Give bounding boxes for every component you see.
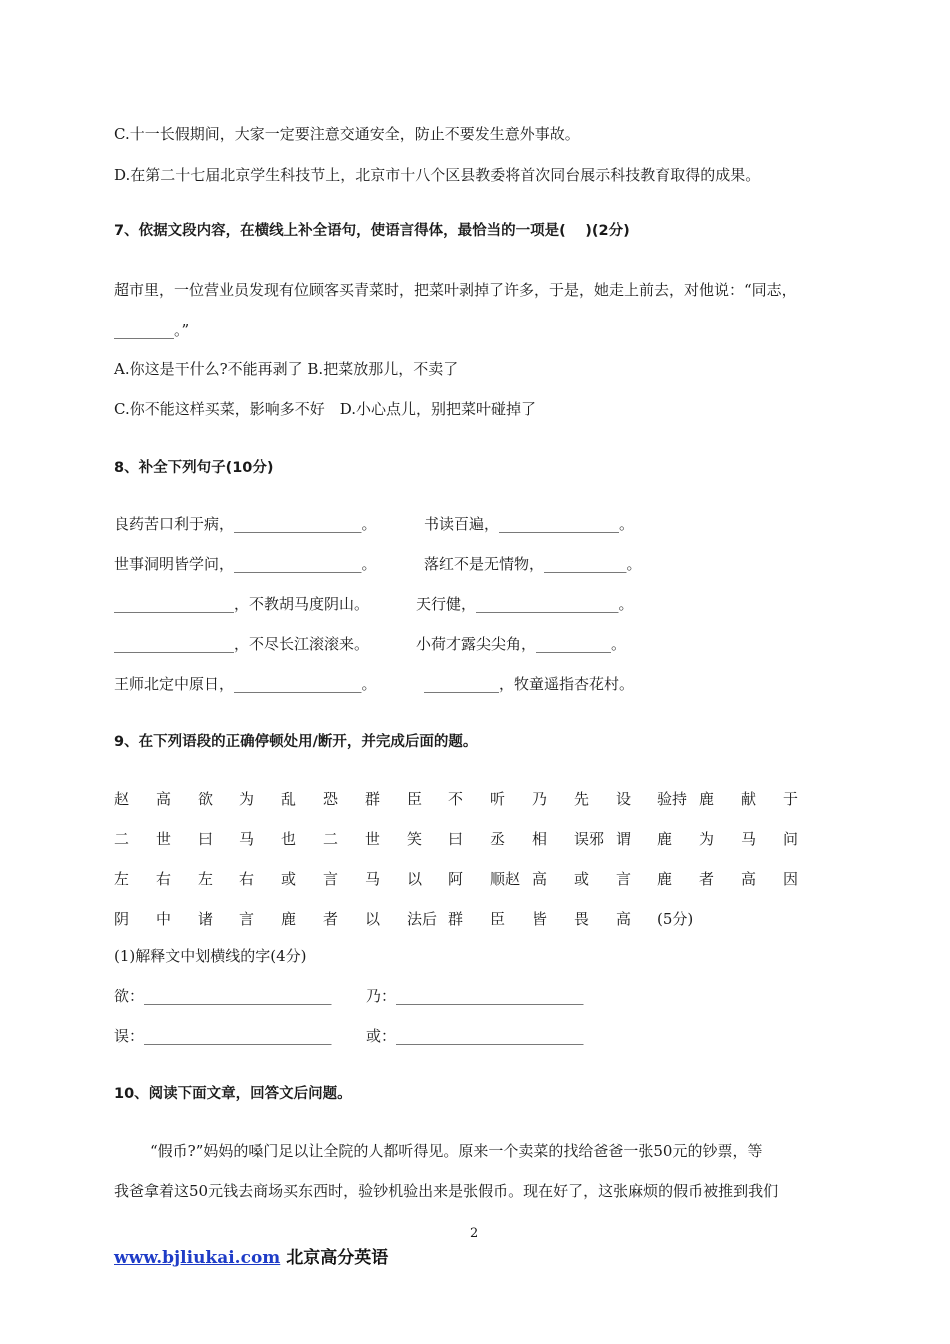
grid-char: 为: [239, 790, 255, 808]
grid-char: 二: [114, 830, 130, 848]
grid-char: 高: [741, 870, 757, 888]
grid-char: 阴: [114, 910, 130, 928]
grid-char: 或: [281, 870, 297, 888]
question-9-heading: 9、在下列语段的正确停顿处用/断开，并完成后面的题。: [114, 734, 478, 750]
grid-char: 为: [699, 830, 715, 848]
grid-char: 左: [114, 870, 130, 888]
passage-line-2: 我爸拿着这50元钱去商场买东西时，验钞机验出来是张假币。现在好了，这张麻烦的假币被推到我们: [114, 1182, 779, 1200]
grid-char: 鹿: [657, 870, 673, 888]
grid-char: 以: [365, 910, 381, 928]
footer-title: 北京高分英语: [286, 1248, 389, 1268]
grid-char: 臣: [407, 790, 423, 808]
grid-char: 马: [741, 830, 757, 848]
page-number: 2: [470, 1226, 479, 1241]
grid-char: 言: [616, 870, 632, 888]
grid-char: 听: [490, 790, 506, 808]
q8-left: 王师北定中原日，_________________。: [114, 675, 377, 693]
grid-char: 鹿: [281, 910, 297, 928]
q8-left: ________________，不尽长江滚滚来。: [114, 635, 370, 653]
grid-char: 畏: [574, 910, 590, 928]
grid-char: 因: [783, 870, 799, 888]
grid-char: 马: [365, 870, 381, 888]
passage-line-1: “假币?”妈妈的嗓门足以让全院的人都听得见。原来一个卖菜的找给爸爸一张50元的钞票，等: [150, 1142, 763, 1160]
grid-char: 也: [281, 830, 297, 848]
q8-left: 世事洞明皆学问，_________________。: [114, 555, 377, 573]
grid-char: 左: [198, 870, 214, 888]
grid-char: 法后: [407, 910, 438, 928]
grid-char: 诸: [198, 910, 214, 928]
grid-char: 高: [156, 790, 172, 808]
grid-char: 群: [448, 910, 464, 928]
question-7-text: 超市里，一位营业员发现有位顾客买青菜时，把菜叶剥掉了许多，于是，她走上前去，对他说：“同志，: [114, 281, 797, 299]
grid-char: 右: [239, 870, 255, 888]
question-8-heading: 8、补全下列句子(10分): [114, 460, 274, 476]
grid-char: 世: [365, 830, 381, 848]
question-7-options-ab: A.你这是干什么?不能再剥了 B.把菜放那儿，不卖了: [114, 360, 459, 378]
question-10-heading: 10、阅读下面文章，回答文后问题。: [114, 1086, 352, 1102]
grid-char: 臣: [490, 910, 506, 928]
grid-char: 曰: [198, 830, 214, 848]
option-c: C.十一长假期间，大家一定要注意交通安全，防止不要发生意外事故。: [114, 125, 580, 143]
grid-char: 阿: [448, 870, 464, 888]
grid-char: 谓: [616, 830, 632, 848]
grid-char: 顺赵: [490, 870, 521, 888]
grid-char: 献: [741, 790, 757, 808]
grid-char: 于: [783, 790, 799, 808]
grid-char: 曰: [448, 830, 464, 848]
grid-char: 乃: [532, 790, 548, 808]
grid-char: 二: [323, 830, 339, 848]
option-d: D.在第二十七届北京学生科技节上，北京市十八个区县教委将首次同台展示科技教育取得的成果。: [114, 166, 761, 184]
grid-char: 或: [574, 870, 590, 888]
grid-char: 恐: [323, 790, 339, 808]
q8-right: 天行健，___________________。: [416, 595, 634, 613]
grid-char: 先: [574, 790, 590, 808]
grid-char: 言: [323, 870, 339, 888]
footer-link[interactable]: www.bjliukai.com: [114, 1248, 281, 1268]
question-7-heading: 7、依据文段内容，在横线上补全语句，使语言得体，最恰当的一项是( )(2分): [114, 223, 630, 239]
grid-char: 以: [407, 870, 423, 888]
grid-char: 马: [239, 830, 255, 848]
grid-char: 验持: [657, 790, 688, 808]
grid-char: 右: [156, 870, 172, 888]
grid-char: 笑: [407, 830, 423, 848]
grid-char: 相: [532, 830, 548, 848]
grid-char: 问: [783, 830, 799, 848]
question-7-options-cd: C.你不能这样买菜，影响多不好 D.小心点儿，别把菜叶碰掉了: [114, 400, 536, 418]
fill-yu: 欲：_________________________: [114, 987, 332, 1005]
grid-char: 皆: [532, 910, 548, 928]
grid-char: 高: [616, 910, 632, 928]
q8-left: ________________，不教胡马度阴山。: [114, 595, 370, 613]
grid-char: 鹿: [699, 790, 715, 808]
fill-nai: 乃：_________________________: [366, 987, 584, 1005]
grid-char: 言: [239, 910, 255, 928]
question-7-blank: ________。”: [114, 321, 190, 339]
grid-char: 鹿: [657, 830, 673, 848]
q8-left: 良药苦口利于病，_________________。: [114, 515, 377, 533]
grid-char: 欲: [198, 790, 214, 808]
footer: [114, 1243, 388, 1268]
grid-char: 不: [448, 790, 464, 808]
q8-right: __________，牧童遥指杏花村。: [424, 675, 635, 693]
grid-char: 乱: [281, 790, 297, 808]
grid-char: 群: [365, 790, 381, 808]
q8-right: 小荷才露尖尖角，__________。: [416, 635, 627, 653]
grid-char: 误邪: [574, 830, 605, 848]
q8-right: 书读百遍，________________。: [424, 515, 635, 533]
grid-char: 者: [699, 870, 715, 888]
q8-right: 落红不是无情物，___________。: [424, 555, 642, 573]
grid-char: (5分): [657, 910, 694, 928]
grid-char: 赵: [114, 790, 130, 808]
grid-char: 设: [616, 790, 632, 808]
grid-char: 丞: [490, 830, 506, 848]
grid-char: 中: [156, 910, 172, 928]
question-9-sub-1: (1)解释文中划横线的字(4分): [114, 947, 307, 965]
grid-char: 者: [323, 910, 339, 928]
grid-char: 世: [156, 830, 172, 848]
fill-wu: 误：_________________________: [114, 1027, 332, 1045]
grid-char: 高: [532, 870, 548, 888]
fill-huo: 或：_________________________: [366, 1027, 584, 1045]
